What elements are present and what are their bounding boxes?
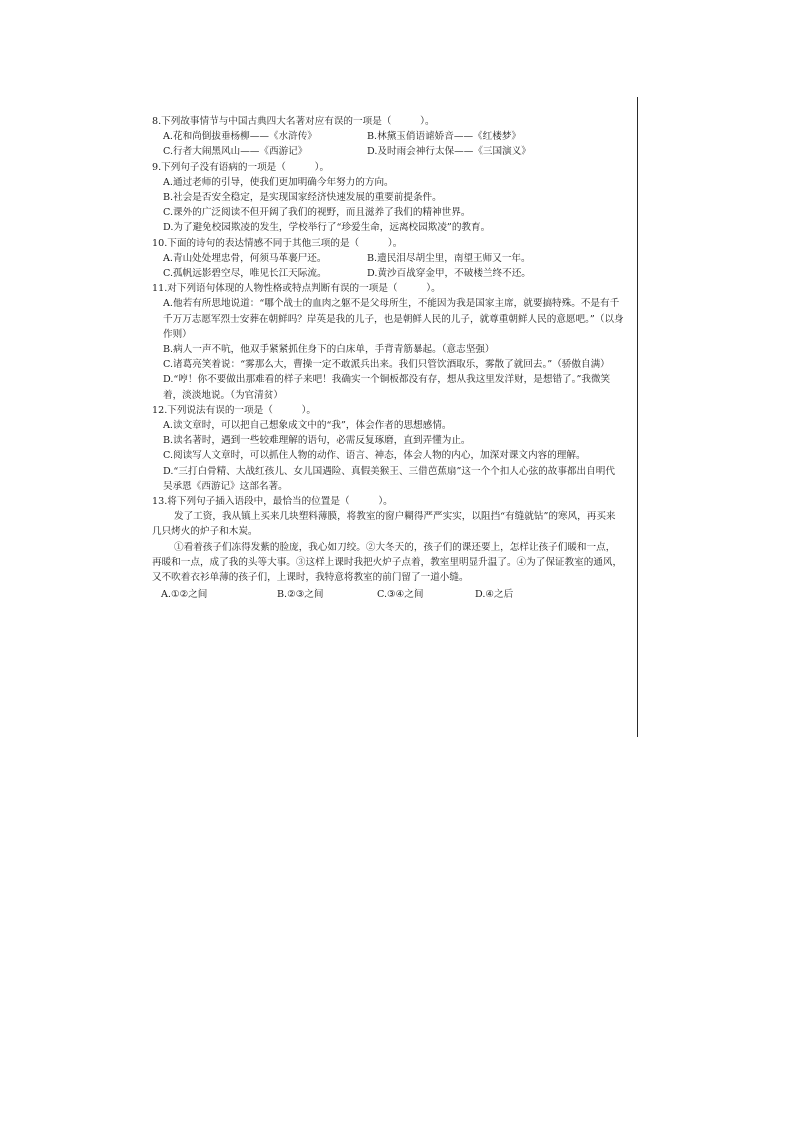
question-12 bbox=[152, 403, 624, 494]
question-9-option-d[interactable]: D.为了避免校园欺凌的发生，学校举行了“珍爱生命，远离校园欺凌”的教育。 bbox=[163, 222, 491, 234]
question-9-option-c[interactable]: C.课外的广泛阅读不但开阔了我们的视野，而且滋养了我们的精神世界。 bbox=[163, 207, 471, 219]
question-11 bbox=[152, 281, 624, 403]
question-10-stem: 10.下面的诗句的表达情感不同于其他三项的是（ ）。 bbox=[152, 237, 403, 249]
question-11-stem: 11.对下列语句体现的人物性格或特点判断有误的一项是（ ）。 bbox=[152, 283, 441, 295]
question-10-option-d[interactable]: D.黄沙百战穿金甲，不破楼兰终不还。 bbox=[367, 268, 531, 280]
question-10-option-b[interactable]: B.遗民泪尽胡尘里，南望王师又一年。 bbox=[367, 252, 531, 264]
question-11-option-d[interactable]: D.“哼！你不要做出那难看的样子来吧！我确实一个铜板都没有存，想从我这里发洋财，是想错了。”我微笑着，淡淡地说。（为官清贫） bbox=[163, 374, 611, 401]
question-8-option-c[interactable]: C.行者大闹黑风山——《西游记》 bbox=[163, 146, 308, 158]
question-12-option-c[interactable]: C.阅读写人文章时，可以抓住人物的动作、语言、神态，体会人物的内心，加深对课文内容的理解。 bbox=[163, 450, 586, 462]
question-12-option-a[interactable]: A.读文章时，可以把自己想象成文中的“我”，体会作者的思想感情。 bbox=[163, 420, 452, 432]
question-12-stem: 12.下列说法有误的一项是（ ）。 bbox=[152, 404, 316, 416]
question-13-options bbox=[152, 587, 624, 602]
question-10-options-row-2 bbox=[152, 266, 624, 281]
question-12-option-d[interactable]: D.“三打白骨精、大战红孩儿、女儿国遇险、真假美猴王、三借芭蕉扇”这一个个扣人心弦的故事都出自明代吴承恩《西游记》这部名著。 bbox=[163, 465, 615, 492]
question-12-option-b[interactable]: B.读名著时，遇到一些较难理解的语句，必需反复琢磨，直到弄懂为止。 bbox=[163, 435, 471, 447]
question-8-options-row-2 bbox=[152, 144, 624, 159]
question-13-option-c[interactable]: C.③④之间 bbox=[377, 589, 424, 601]
question-13-stem: 13.将下列句子插入语段中，最恰当的位置是（ ）。 bbox=[152, 496, 393, 508]
question-8-option-d[interactable]: D.及时雨会神行太保——《三国演义》 bbox=[367, 146, 531, 158]
question-9-stem: 9.下列句子没有语病的一项是（ ）。 bbox=[152, 161, 330, 173]
question-13-option-a[interactable]: A.①②之间 bbox=[161, 589, 208, 601]
question-13-option-b[interactable]: B.②③之间 bbox=[277, 589, 324, 601]
question-8-option-b[interactable]: B.林黛玉俏语谑娇音——《红楼梦》 bbox=[367, 131, 522, 143]
question-11-option-b[interactable]: B.病人一声不吭，他双手紧紧抓住身下的白床单，手背青筋暴起。（意志坚强） bbox=[163, 344, 495, 356]
question-8-stem: 8.下列故事情节与中国古典四大名著对应有误的一项是（ ）。 bbox=[152, 116, 435, 127]
question-9 bbox=[152, 160, 624, 236]
question-11-option-c[interactable]: C.诸葛亮笑着说：“雾那么大，曹操一定不敢派兵出来。我们只管饮酒取乐，雾散了就回去。”（骄傲自满） bbox=[163, 359, 610, 371]
question-9-option-b[interactable]: B.社会是否安全稳定，是实现国家经济快速发展的重要前提条件。 bbox=[163, 192, 442, 204]
question-8-options-row-1 bbox=[152, 129, 624, 144]
question-8-option-a[interactable]: A.花和尚倒拔垂杨柳——《水浒传》 bbox=[163, 131, 317, 143]
question-10-option-c[interactable]: C.孤帆远影碧空尽，唯见长江天际流。 bbox=[163, 268, 327, 280]
question-block bbox=[152, 114, 624, 603]
question-8 bbox=[152, 114, 624, 160]
question-10-option-a[interactable]: A.青山处处埋忠骨，何须马革裹尸还。 bbox=[163, 252, 327, 264]
question-10 bbox=[152, 236, 624, 282]
question-11-option-a[interactable]: A.他若有所思地说道：“哪个战士的血肉之躯不是父母所生，不能因为我是国家主席，就要搞特殊。不是有千千万万志愿军烈士安葬在朝鲜吗？岸英是我的儿子，也是朝鲜人民的儿子，就尊重朝鲜人民的意愿吧。”（以身作则） bbox=[163, 298, 624, 340]
column-divider bbox=[637, 97, 638, 737]
question-13-passage: 发了工资，我从镇上买来几块塑料薄膜，将教室的窗户糊得严严实实，以阻挡“有缝就钻”的寒风，再买来几只烤火的炉子和木炭。 bbox=[152, 511, 616, 538]
question-13-option-d[interactable]: D.④之后 bbox=[475, 589, 514, 601]
question-13 bbox=[152, 494, 624, 602]
question-10-options-row-1 bbox=[152, 251, 624, 266]
question-13-sentences: ①看着孩子们冻得发紫的脸庞，我心如刀绞。②大冬天的，孩子们的课还要上，怎样让孩子们暖和一点，再暖和一点，成了我的头等大事。③这样上课时我把火炉子点着，教室里明显升温了。④为了保证教室的通风，又不吹着衣衫单薄的孩子们，上课时，我特意将教室的前门留了一道小缝。 bbox=[152, 541, 623, 584]
question-9-option-a[interactable]: A.通过老师的引导，使我们更加明确今年努力的方向。 bbox=[163, 176, 394, 188]
